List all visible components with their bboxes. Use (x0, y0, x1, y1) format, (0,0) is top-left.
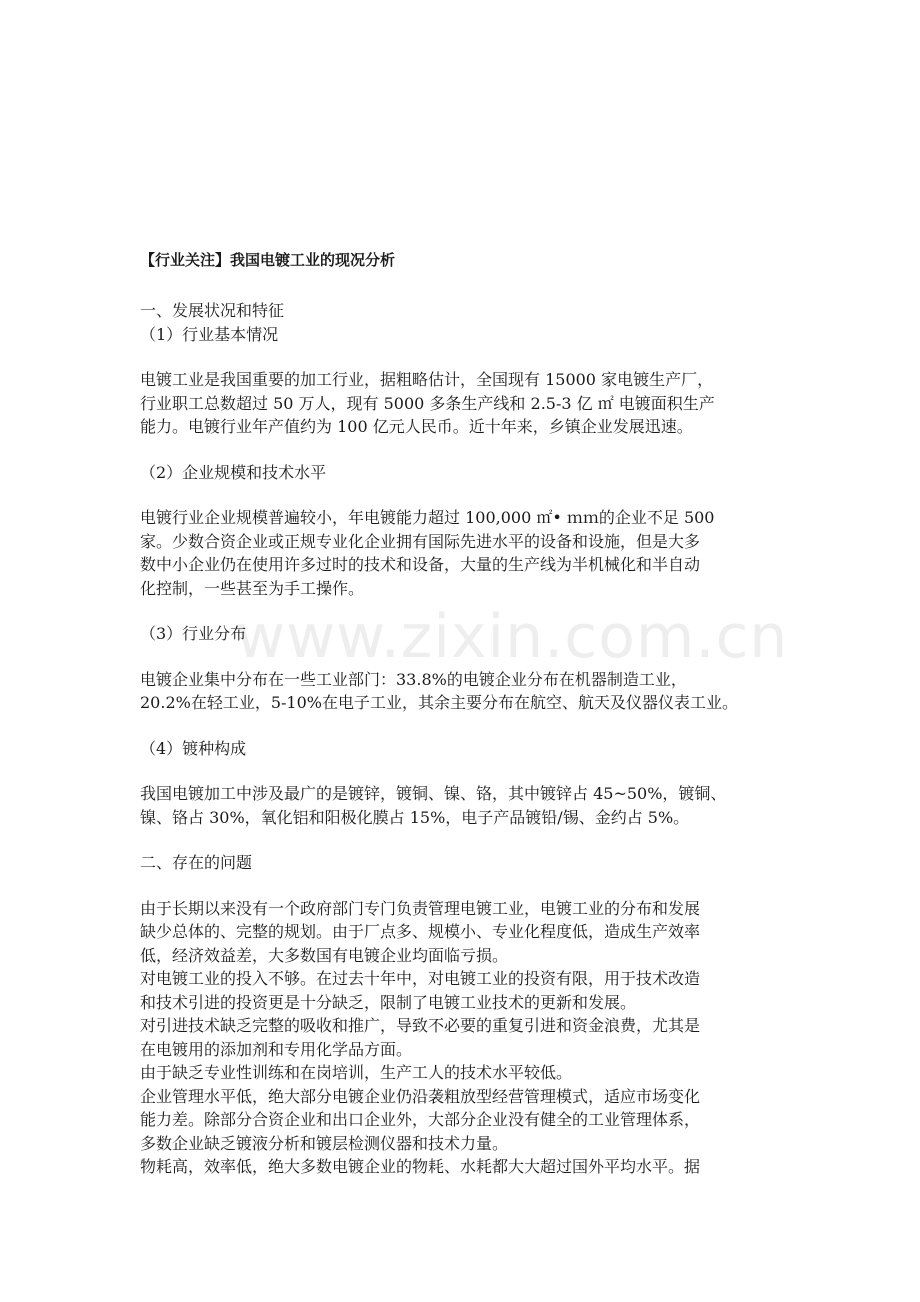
paragraph-plating-types (140, 782, 780, 829)
paragraph-problem-3 (140, 1014, 780, 1061)
text-line: 行业职工总数超过 50 万人，现有 5000 多条生产线和 2.5-3 亿 ㎡ 电镀面积生产 (140, 393, 715, 413)
text-line: 家。少数合资企业或正规专业化企业拥有国际先进水平的设备和设施，但是大多 (140, 531, 701, 551)
text-line: 和技术引进的投资更是十分缺乏，限制了电镀工业技术的更新和发展。 (140, 992, 637, 1012)
text-line: 能力。电镀行业年产值约为 100 亿元人民币。近十年来，乡镇企业发展迅速。 (140, 417, 693, 436)
text-line: 我国电镀加工中涉及最广的是镀锌，镀铜、镍、铬，其中镀锌占 45~50%，镀铜、 (140, 784, 727, 803)
watermark: www.zixin.com.cn (236, 602, 789, 672)
section-heading-2: 二、存在的问题 (140, 853, 253, 872)
document-title: 【行业关注】我国电镀工业的现况分析 (140, 251, 396, 269)
subsection-heading-3: （3）行业分布 (140, 624, 247, 643)
text-line: 电镀工业是我国重要的加工行业，据粗略估计，全国现有 15000 家电镀生产厂， (140, 370, 714, 389)
section-heading-1: 一、发展状况和特征 (140, 301, 285, 320)
text-line: 由于长期以来没有一个政府部门专门负责管理电镀工业，电镀工业的分布和发展 (140, 898, 701, 918)
subsection-heading-4: （4）镀种构成 (140, 738, 247, 758)
text-line: 能力差。除部分合资企业和出口企业外，大部分企业没有健全的工业管理体系， (140, 1110, 701, 1129)
subsection-heading-1: （1）行业基本情况 (140, 324, 279, 344)
text-line: 低，经济效益差，大多数国有电镀企业均面临亏损。 (140, 945, 509, 965)
text-line: 化控制，一些甚至为手工操作。 (140, 578, 365, 598)
document-body (140, 247, 780, 1179)
subsection-heading-2: （2）企业规模和技术水平 (140, 462, 327, 482)
text-line: 企业管理水平低，绝大部分电镀企业仍沿袭粗放型经营管理模式，适应市场变化 (140, 1086, 701, 1106)
paragraph-problem-5 (140, 1085, 780, 1156)
paragraph-problem-4 (140, 1061, 780, 1085)
paragraph-problem-2 (140, 967, 780, 1014)
paragraph-basic-situation (140, 368, 780, 439)
text-line: 电镀企业集中分布在一些工业部门：33.8%的电镀企业分布在机器制造工业， (140, 669, 687, 689)
text-line: 在电镀用的添加剂和专用化学品方面。 (140, 1039, 413, 1059)
text-line: 对电镀工业的投入不够。在过去十年中，对电镀工业的投资有限，用于技术改造 (140, 969, 701, 988)
text-line: 多数企业缺乏镀液分析和镀层检测仪器和技术力量。 (140, 1133, 509, 1153)
text-line: 电镀行业企业规模普遍较小，年电镀能力超过 100,000 ㎡• ｍｍ的企业不足 500 (140, 508, 715, 527)
paragraph-problem-1 (140, 897, 780, 968)
text-line: 物耗高，效率低，绝大多数电镀企业的物耗、水耗都大大超过国外平均水平。据 (140, 1157, 701, 1176)
paragraph-scale-and-technology (140, 506, 780, 600)
text-line: 缺少总体的、完整的规划。由于厂点多、规模小、专业化程度低，造成生产效率 (140, 922, 701, 941)
paragraph-industry-distribution (140, 668, 780, 715)
text-line: 数中小企业仍在使用许多过时的技术和设备，大量的生产线为半机械化和半自动 (140, 555, 701, 574)
text-line: 20.2%在轻工业，5-10%在电子工业，其余主要分布在航空、航天及仪器仪表工业。 (140, 693, 738, 712)
text-line: 对引进技术缺乏完整的吸收和推广，导致不必要的重复引进和资金浪费，尤其是 (140, 1016, 701, 1035)
text-line: 由于缺乏专业性训练和在岗培训，生产工人的技术水平较低。 (140, 1063, 573, 1082)
paragraph-problem-6 (140, 1155, 780, 1179)
text-line: 镍、铬占 30%，氧化铝和阳极化膜占 15%，电子产品镀铅/锡、金约占 5%。 (140, 807, 690, 827)
